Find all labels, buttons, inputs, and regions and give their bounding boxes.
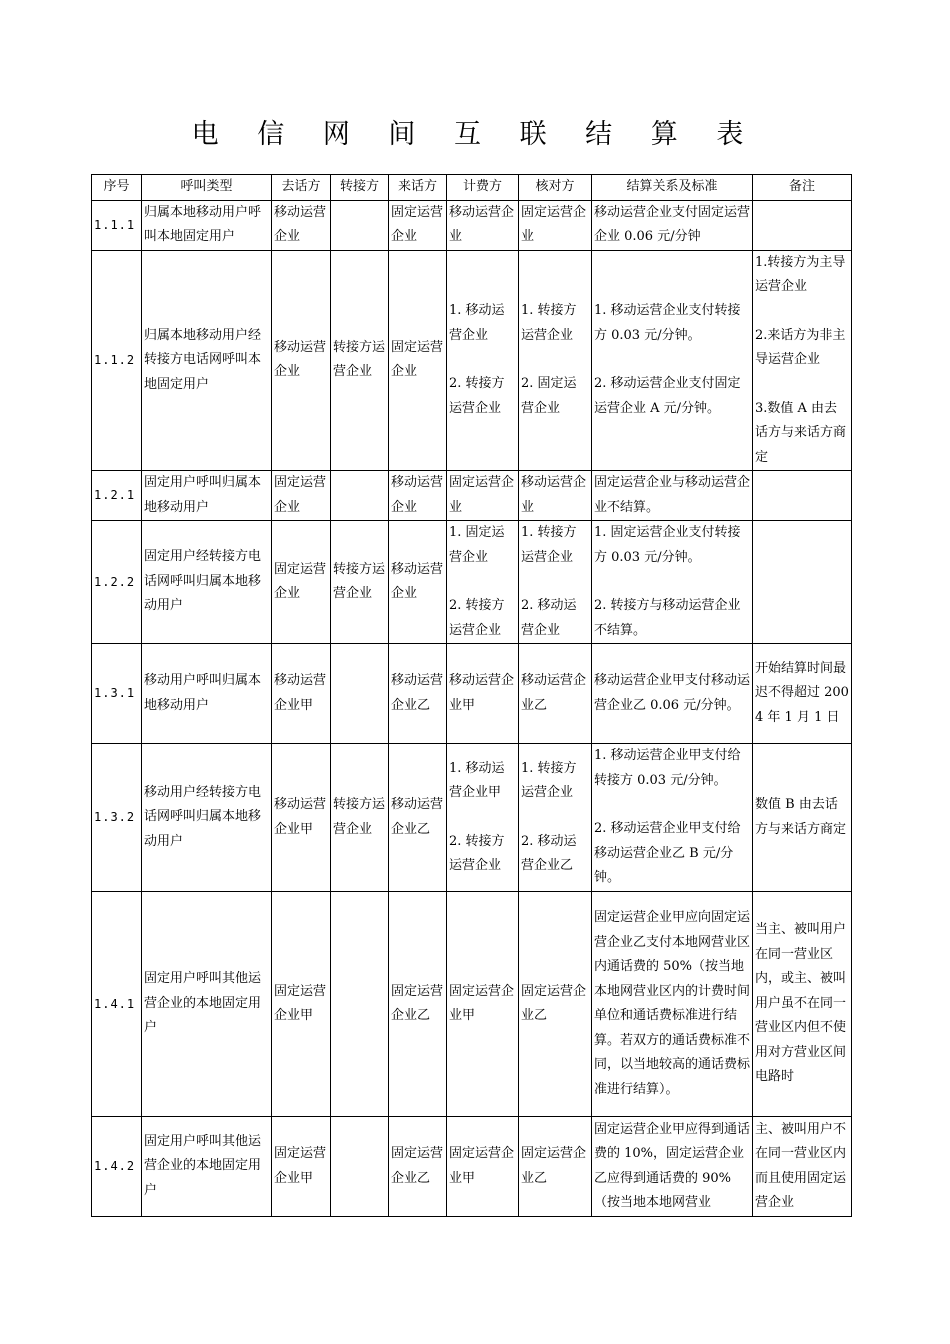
- settlement-item: 1. 移动运营企业支付转接方 0.03 元/分钟。: [594, 303, 741, 343]
- table-row: [92, 744, 852, 892]
- billing-item: 2. 转接方运营企业: [449, 833, 505, 873]
- billing-item: 2. 转接方运营企业: [449, 376, 505, 416]
- row-number: 1.2.2: [92, 521, 142, 644]
- header-cell: 计费方: [447, 175, 519, 201]
- settlement-standard-cell: [592, 250, 753, 471]
- remarks-item: 开始结算时间最迟不得超过 2004 年 1 月 1 日: [755, 660, 849, 725]
- outgoing-party-cell: 固定运营企业: [272, 521, 331, 644]
- incoming-party-cell: 固定运营企业: [389, 200, 447, 250]
- row-number: 1.3.2: [92, 744, 142, 892]
- table-row: [92, 200, 852, 250]
- incoming-party-cell: 固定运营企业乙: [389, 892, 447, 1117]
- billing-party-cell: [447, 200, 519, 250]
- header-cell: 来话方: [389, 175, 447, 201]
- incoming-party-cell: 移动运营企业: [389, 521, 447, 644]
- call-type-cell: 固定用户呼叫归属本地移动用户: [142, 471, 272, 521]
- billing-item: 固定运营企业甲: [449, 1146, 515, 1186]
- checking-party-cell: [519, 471, 592, 521]
- settlement-standard-cell: [592, 644, 753, 744]
- settlement-standard-cell: [592, 892, 753, 1117]
- settlement-item: 固定运营企业与移动运营企业不结算。: [594, 475, 751, 515]
- header-cell: 去话方: [272, 175, 331, 201]
- settlement-item: 移动运营企业支付固定运营企业 0.06 元/分钟: [594, 204, 751, 244]
- row-number: 1.4.2: [92, 1117, 142, 1217]
- billing-party-cell: [447, 1117, 519, 1217]
- call-type-cell: 固定用户呼叫其他运营企业的本地固定用户: [142, 1117, 272, 1217]
- checking-item: 固定运营企业乙: [521, 983, 587, 1023]
- transit-party-cell: 转接方运营企业: [331, 521, 389, 644]
- checking-item: 移动运营企业乙: [521, 673, 587, 713]
- billing-item: 2. 转接方运营企业: [449, 598, 505, 638]
- row-number: 1.2.1: [92, 471, 142, 521]
- settlement-item: 1. 移动运营企业甲支付给转接方 0.03 元/分钟。: [594, 748, 741, 788]
- row-number: 1.1.2: [92, 250, 142, 471]
- transit-party-cell: [331, 892, 389, 1117]
- checking-item: 固定运营企业乙: [521, 1146, 587, 1186]
- settlement-item: 固定运营企业甲应得到通话费的 10%，固定运营企业乙应得到通话费的 90%（按当地本地网营业: [594, 1121, 751, 1210]
- settlement-item: 2. 移动运营企业支付固定运营企业 A 元/分钟。: [594, 376, 741, 416]
- incoming-party-cell: 固定运营企业: [389, 250, 447, 471]
- remarks-cell: [753, 471, 852, 521]
- settlement-item: 1. 固定运营企业支付转接方 0.03 元/分钟。: [594, 525, 741, 565]
- checking-party-cell: [519, 892, 592, 1117]
- remarks-item: 主、被叫用户不在同一营业区内而且使用固定运营企业: [755, 1121, 847, 1210]
- call-type-cell: 归属本地移动用户经转接方电话网呼叫本地固定用户: [142, 250, 272, 471]
- billing-item: 固定运营企业: [449, 475, 515, 515]
- remarks-cell: [753, 250, 852, 471]
- table-row: [92, 250, 852, 471]
- billing-item: 1. 移动运营企业甲: [449, 760, 505, 800]
- checking-item: 1. 转接方运营企业: [521, 525, 577, 565]
- checking-party-cell: [519, 250, 592, 471]
- incoming-party-cell: 移动运营企业乙: [389, 644, 447, 744]
- settlement-item: 2. 转接方与移动运营企业不结算。: [594, 598, 741, 638]
- remarks-cell: [753, 521, 852, 644]
- remarks-cell: [753, 644, 852, 744]
- remarks-item: 2.来话方为非主导运营企业: [755, 327, 846, 367]
- call-type-cell: 固定用户呼叫其他运营企业的本地固定用户: [142, 892, 272, 1117]
- outgoing-party-cell: 移动运营企业甲: [272, 644, 331, 744]
- remarks-item: 1.转接方为主导运营企业: [755, 254, 846, 294]
- remarks-item: 3.数值 A 由去话方与来话方商定: [755, 400, 847, 465]
- row-number: 1.1.1: [92, 200, 142, 250]
- billing-item: 1. 固定运营企业: [449, 525, 505, 565]
- settlement-item: 2. 移动运营企业甲支付给移动运营企业乙 B 元/分钟。: [594, 821, 741, 886]
- billing-item: 移动运营企业甲: [449, 673, 515, 713]
- header-row: [92, 175, 852, 201]
- settlement-table: [91, 174, 852, 1217]
- billing-item: 固定运营企业甲: [449, 983, 515, 1023]
- transit-party-cell: 转接方运营企业: [331, 744, 389, 892]
- page-title: 电 信 网 间 互 联 结 算 表: [191, 119, 759, 150]
- checking-item: 2. 固定运营企业: [521, 376, 577, 416]
- transit-party-cell: [331, 1117, 389, 1217]
- billing-party-cell: [447, 250, 519, 471]
- incoming-party-cell: 移动运营企业: [389, 471, 447, 521]
- transit-party-cell: [331, 200, 389, 250]
- settlement-standard-cell: [592, 521, 753, 644]
- outgoing-party-cell: 固定运营企业甲: [272, 1117, 331, 1217]
- table-row: [92, 644, 852, 744]
- transit-party-cell: 转接方运营企业: [331, 250, 389, 471]
- checking-party-cell: [519, 644, 592, 744]
- billing-party-cell: [447, 521, 519, 644]
- billing-party-cell: [447, 744, 519, 892]
- settlement-standard-cell: [592, 471, 753, 521]
- billing-party-cell: [447, 471, 519, 521]
- call-type-cell: 固定用户经转接方电话网呼叫归属本地移动用户: [142, 521, 272, 644]
- checking-item: 固定运营企业: [521, 204, 587, 244]
- remarks-item: 数值 B 由去话方与来话方商定: [755, 797, 847, 837]
- header-cell: 呼叫类型: [142, 175, 272, 201]
- outgoing-party-cell: 固定运营企业: [272, 471, 331, 521]
- billing-item: 1. 移动运营企业: [449, 303, 505, 343]
- call-type-cell: 归属本地移动用户呼叫本地固定用户: [142, 200, 272, 250]
- header-cell: 转接方: [331, 175, 389, 201]
- row-number: 1.4.1: [92, 892, 142, 1117]
- settlement-standard-cell: [592, 1117, 753, 1217]
- transit-party-cell: [331, 644, 389, 744]
- remarks-cell: [753, 200, 852, 250]
- outgoing-party-cell: 固定运营企业甲: [272, 892, 331, 1117]
- settlement-item: 移动运营企业甲支付移动运营企业乙 0.06 元/分钟。: [594, 673, 751, 713]
- remarks-cell: [753, 892, 852, 1117]
- remarks-item: 当主、被叫用户在同一营业区内，或主、被叫用户虽不在同一营业区内但不使用对方营业区间电路时: [755, 922, 847, 1085]
- table-row: [92, 471, 852, 521]
- header-cell: 备注: [753, 175, 852, 201]
- call-type-cell: 移动用户呼叫归属本地移动用户: [142, 644, 272, 744]
- checking-item: 2. 移动运营企业: [521, 598, 577, 638]
- checking-party-cell: [519, 521, 592, 644]
- outgoing-party-cell: 移动运营企业甲: [272, 744, 331, 892]
- checking-item: 1. 转接方运营企业: [521, 303, 577, 343]
- settlement-item: 固定运营企业甲应向固定运营企业乙支付本地网营业区内通话费的 50%（按当地本地网营业区内的计费时间单位和通话费标准进行结算。若双方的通话费标准不同，以当地较高的通话费标准进行结算）。: [594, 910, 751, 1097]
- table-row: [92, 892, 852, 1117]
- incoming-party-cell: 固定运营企业乙: [389, 1117, 447, 1217]
- checking-party-cell: [519, 1117, 592, 1217]
- billing-party-cell: [447, 644, 519, 744]
- billing-party-cell: [447, 892, 519, 1117]
- table-row: [92, 521, 852, 644]
- outgoing-party-cell: 移动运营企业: [272, 200, 331, 250]
- header-cell: 结算关系及标准: [592, 175, 753, 201]
- billing-item: 移动运营企业: [449, 204, 515, 244]
- settlement-standard-cell: [592, 744, 753, 892]
- checking-item: 2. 移动运营企业乙: [521, 833, 577, 873]
- remarks-cell: [753, 1117, 852, 1217]
- checking-item: 1. 转接方运营企业: [521, 760, 577, 800]
- header-cell: 核对方: [519, 175, 592, 201]
- checking-party-cell: [519, 744, 592, 892]
- transit-party-cell: [331, 471, 389, 521]
- header-cell: 序号: [92, 175, 142, 201]
- settlement-standard-cell: [592, 200, 753, 250]
- row-number: 1.3.1: [92, 644, 142, 744]
- checking-party-cell: [519, 200, 592, 250]
- table-row: [92, 1117, 852, 1217]
- call-type-cell: 移动用户经转接方电话网呼叫归属本地移动用户: [142, 744, 272, 892]
- outgoing-party-cell: 移动运营企业: [272, 250, 331, 471]
- remarks-cell: [753, 744, 852, 892]
- incoming-party-cell: 移动运营企业乙: [389, 744, 447, 892]
- checking-item: 移动运营企业: [521, 475, 587, 515]
